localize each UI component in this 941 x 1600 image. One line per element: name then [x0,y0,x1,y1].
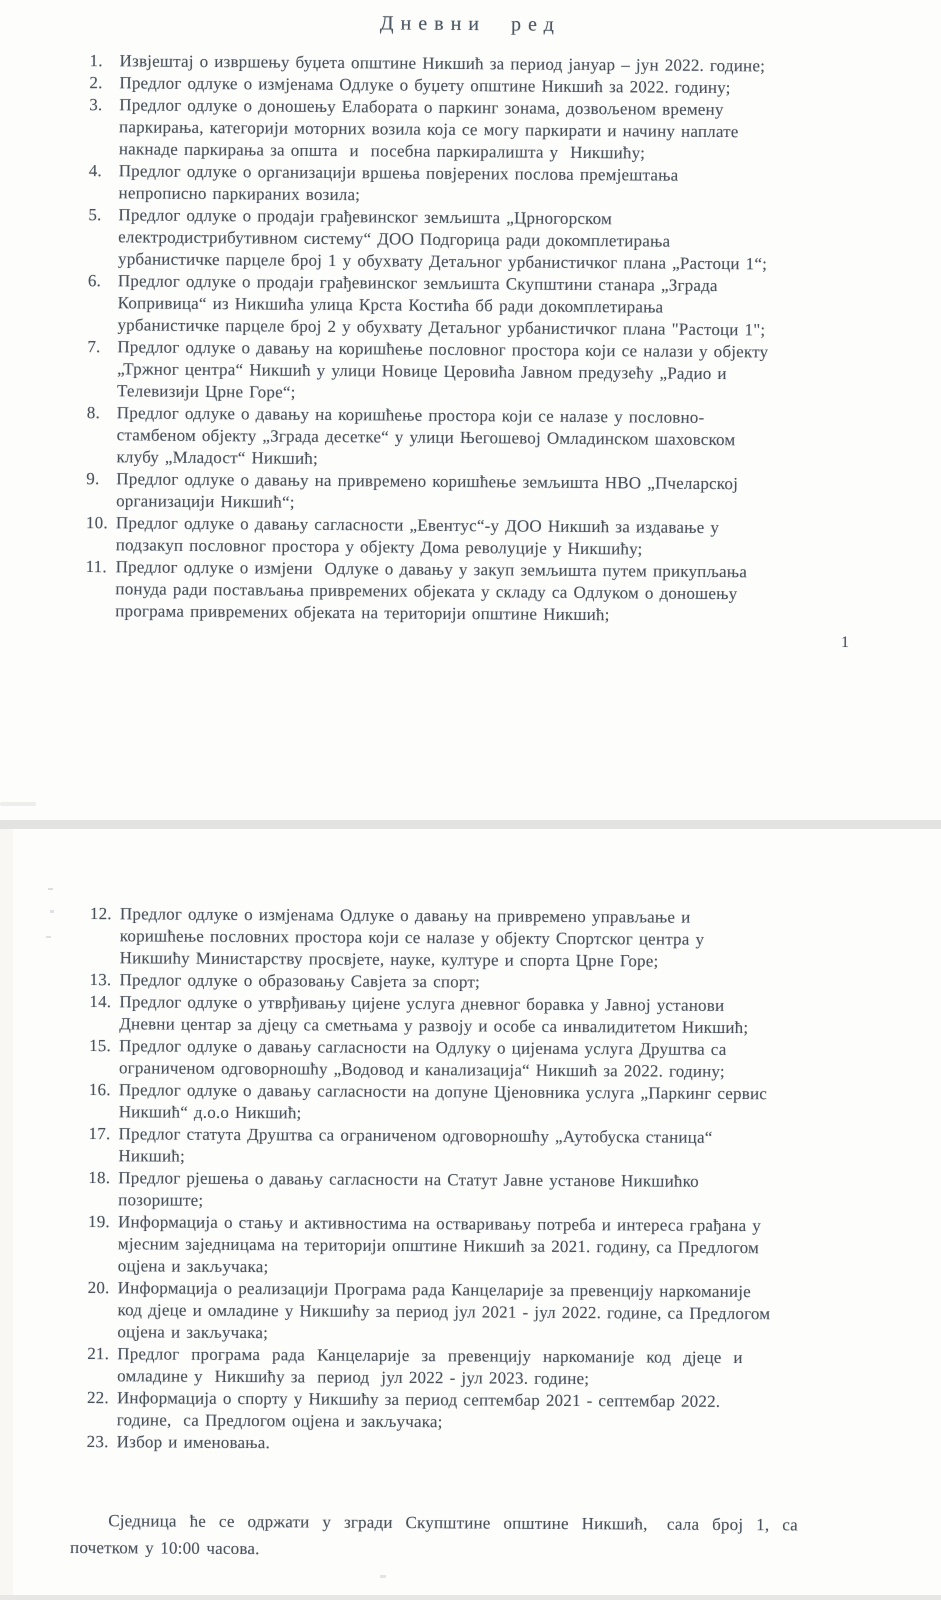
item-text: Предлог одлуке о продаји грађевинског земљишта „Црногорском електродистрибутивном систему“ ДОО Подгорица ради докомплетирања урбанистичке парцеле број 1 у обухвату Детаљног урбанистичког плана „Растоци 1“; [117,205,768,274]
agenda-item [88,1211,883,1282]
item-text: Предлог одлуке о образовању Савјета за спорт; [119,970,480,992]
item-number: 22. [86,1388,109,1408]
closing-paragraph: Сједница ће се одржати у згради Скупштине општине Никшић, сала број 1, са почетком у 10:00 часова. [70,1511,799,1559]
item-text: Избор и именовања. [116,1432,271,1453]
item-number: 19. [87,1212,110,1232]
agenda-item [88,204,883,276]
item-text: Предлог статута Друштва са ограниченом одговорношћу „Аутобуска станица“ Никшић; [118,1124,713,1166]
item-number: 8. [86,403,101,423]
agenda-list-page-2 [87,903,885,1458]
agenda-item [89,1035,884,1084]
agenda-item [89,94,884,166]
item-number: 12. [89,904,112,924]
item-number: 13. [89,970,112,990]
agenda-item [87,270,882,342]
agenda-item [87,1387,882,1436]
item-text: Предлог одлуке о давању на коришћење пословног простора који се налази у објекту „Тржног центра“ Никшић у улици Новице Церовића Јавном предузећу „Радио и Телевизији Црне Горе“; [116,337,769,402]
item-number: 9. [86,469,100,489]
item-number: 11. [85,557,107,577]
item-number: 2. [89,73,103,93]
agenda-item [87,1431,882,1458]
item-text: Информација о спорту у Никшићу за период септембар 2021 - септембар 2022. године, са Предлогом оцјена и закључака; [116,1388,721,1432]
item-text: Предлог одлуке о давању на коришћење простора који се налазе у пословно- стамбеном објекту „Зграда десетке“ у улици Његошевој Омладинском шаховском клубу „Младост“ Никшић; [116,403,736,468]
item-text: Предлог рјешења о давању сагласности на Статут Јавне установе Никшићко позориште; [118,1168,699,1210]
item-text: Предлог одлуке о доношењу Елабората о паркинг зонама, дозвољеном времену паркирања, категорији моторних возила која се могу паркирати и начину наплате накнаде паркирања за општа и посебна паркиралишта у Никшићу; [118,95,739,163]
item-number: 16. [88,1080,111,1100]
scan-bottom-edge [0,1595,941,1600]
document-title: Дневни ред [379,12,561,36]
item-text: Извјештај о извршењу буџета општине Никшић за период јануар – јун 2022. године; [119,51,766,76]
item-text: Предлог одлуке о измјенама Одлуке о буџету општине Никшић за 2022. годину; [119,73,731,98]
agenda-item [86,402,881,474]
item-number: 23. [86,1432,109,1452]
agenda-item [89,991,884,1040]
agenda-item [85,556,880,628]
agenda-list-page-1 [85,50,884,628]
item-text: Предлог програма рада Канцеларије за превенцију наркоманије код дјеце и омладине у Никшићу за период јул 2022 - јул 2023. године; [117,1344,743,1389]
item-text: Предлог одлуке о давању сагласности „Евентус“-у ДОО Никшић за издавање у подзакуп пословног простора у објекту Дома револуције у Никшићу; [115,513,720,559]
item-number: 4. [88,161,102,181]
item-text: Предлог одлуке о давању сагласности на допуне Цјеновника услуга „Паркинг сервис Никшић“ д.о.о Никшић; [118,1080,768,1123]
item-number: 1. [89,51,103,71]
agenda-item [89,1079,884,1128]
agenda-item [86,512,881,562]
item-number: 17. [88,1124,111,1144]
item-number: 10. [85,513,108,533]
item-number: 5. [88,205,102,225]
item-text: Предлог одлуке о давању сагласности на Одлуку о цијенама услуга Друштва са ограниченом одговорношћу „Водовод и канализација“ Никшић за 2022. годину; [118,1036,727,1081]
agenda-item [87,336,882,408]
agenda-page-2 [0,829,941,1595]
scan-artifact-line [0,802,36,806]
item-text: Предлог одлуке о измјенама Одлуке о давању на привремено управљање и коришћење пословних простора који се налазе у објекту Спортског центра у Никшићу Министарству просвјете, науке, културе и спорта Црне Горе; [119,904,705,971]
item-text: Предлог одлуке о утврђивању цијене услуга дневног боравка у Јавној установи Дневни центар за дјецу са сметњама у развоју и особе са инвалидитетом Никшић; [119,992,749,1038]
agenda-item [90,903,885,974]
item-number: 20. [87,1278,110,1298]
agenda-item [88,1167,883,1216]
agenda-item [87,1343,882,1392]
item-number: 21. [87,1344,110,1364]
item-text: Предлог одлуке о давању на привремено коришћење земљишта НВО „Пчеларској организацији Никшић“; [116,469,739,512]
agenda-item [88,1123,883,1172]
item-number: 18. [88,1168,111,1188]
agenda-item [88,160,883,210]
agenda-item [86,468,881,518]
item-text: Предлог одлуке о измјени Одлуке о давању у закуп земљишта путем прикупљања понуда ради постављања привремених објеката у складу са Одлуком о доношењу програма привремених објеката на територији општине Никшић; [115,557,748,625]
agenda-item [87,1277,882,1348]
item-number: 15. [89,1036,112,1056]
page-number: 1 [841,634,849,651]
item-text: Информација о реализацији Програма рада Канцеларије за превенцију наркоманије код дјеце и омладине у Никшићу за период јул 2021 - јул 2022. године, са Предлогом оцјена и закључака; [117,1278,771,1343]
item-number: 7. [87,337,101,357]
item-text: Предлог одлуке о продаји грађевинског земљишта Скупштини станара „Зграда Копривица“ из Никшића улица Крста Костића бб ради докомплетирања урбанистичке парцеле број 2 у обухвату Детаљног урбанистичког плана "Растоци 1"; [117,271,766,340]
item-text: Информација о стању и активностима на остваривању потреба и интереса грађана у мјесним заједницама на територији општине Никшић за 2021. годину, са Предлогом оцјена и закључака; [117,1212,762,1277]
item-text: Предлог одлуке о организацији вршења повјерених послова премјештања непрописно паркираних возила; [118,161,679,205]
item-number: 14. [89,992,112,1012]
item-number: 6. [87,271,102,291]
item-number: 3. [89,95,103,115]
page-separator [0,820,941,829]
